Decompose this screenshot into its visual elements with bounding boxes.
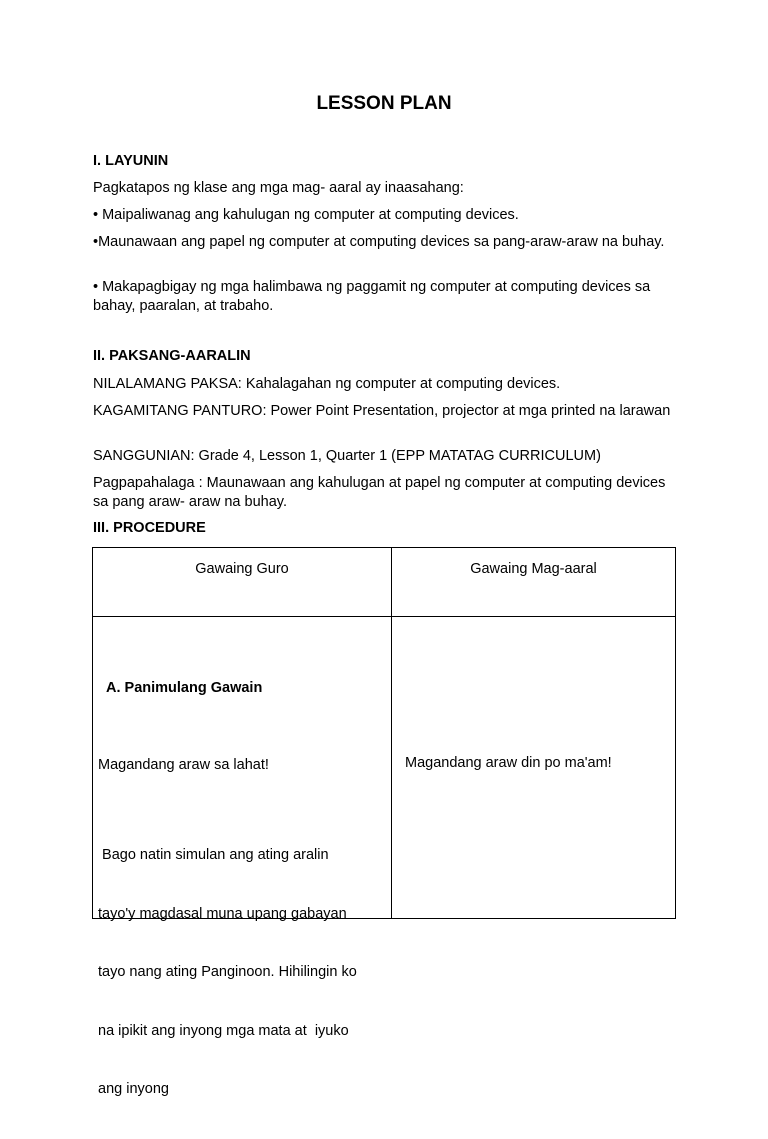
- student-response: Magandang araw din po ma'am!: [405, 755, 612, 771]
- column-header-teacher: [93, 548, 392, 617]
- section-3-heading: III. PROCEDURE: [93, 520, 206, 536]
- teacher-activity-cell: [93, 617, 392, 1097]
- section-2-heading: II. PAKSANG-AARALIN: [93, 348, 251, 364]
- prayer-line: na ipikit ang inyong mga mata at iyuko: [98, 1022, 349, 1039]
- prayer-line: tayo nang ating Panginoon. Hihilingin ko: [98, 964, 357, 980]
- teacher-greeting: Magandang araw sa lahat!: [98, 757, 269, 773]
- column-header-student: [392, 548, 676, 617]
- procedure-table: [92, 547, 676, 1097]
- reference-line: SANGGUNIAN: Grade 4, Lesson 1, Quarter 1 (EPP MATATAG CURRICULUM): [93, 448, 601, 464]
- objective-item: • Maipaliwanag ang kahulugan ng computer at computing devices.: [93, 207, 519, 223]
- prayer-line: ang inyong: [98, 1081, 169, 1097]
- page-title: LESSON PLAN: [316, 93, 452, 114]
- prayer-line: tayo'y magdasal muna upang gabayan: [98, 905, 347, 922]
- materials-line: KAGAMITANG PANTURO: Power Point Presentation, projector at mga printed na larawan: [93, 403, 671, 419]
- section-1-intro: Pagkatapos ng klase ang mga mag- aaral ay inaasahang:: [93, 180, 464, 196]
- column-header-teacher-label: Gawaing Guro: [195, 561, 289, 577]
- teacher-prayer-text: [98, 807, 357, 1139]
- subject-matter-line: NILALAMANG PAKSA: Kahalagahan ng computer at computing devices.: [93, 376, 561, 392]
- objective-item: •Maunawaan ang papel ng computer at computing devices sa pang-araw-araw na buhay.: [93, 234, 665, 250]
- section-1-heading: I. LAYUNIN: [93, 153, 169, 169]
- prayer-line: Bago natin simulan ang ating aralin: [98, 847, 329, 863]
- values-line: Pagpapahalaga : Maunawaan ang kahulugan at papel ng computer at computing devices sa pang araw- araw na buhay.: [93, 475, 666, 510]
- student-activity-cell: [392, 617, 676, 919]
- column-header-student-label: Gawaing Mag-aaral: [470, 561, 597, 577]
- activity-subheading: A. Panimulang Gawain: [106, 680, 263, 696]
- objective-item: • Makapagbigay ng mga halimbawa ng paggamit ng computer at computing devices sa bahay, paaralan, at trabaho.: [93, 279, 651, 314]
